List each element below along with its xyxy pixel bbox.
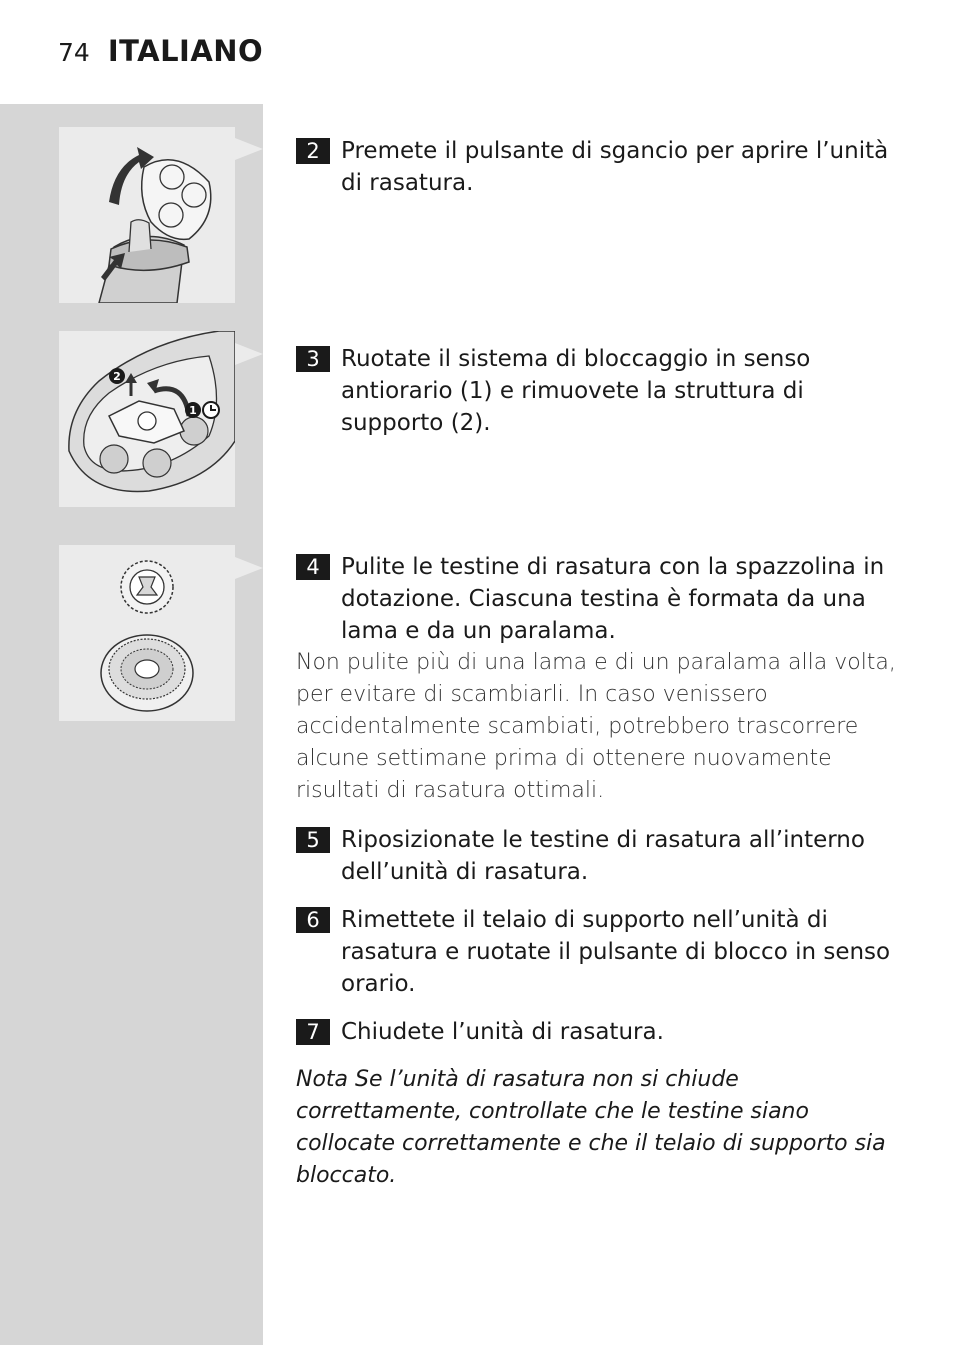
step-number: 4 <box>296 554 330 580</box>
page-number: 74 <box>58 38 90 67</box>
section-title: ITALIANO <box>107 34 264 68</box>
step-5 <box>296 824 906 888</box>
figure-retaining-frame <box>59 331 235 507</box>
figure-pointer <box>235 557 263 579</box>
label-2: 2 <box>113 370 121 383</box>
step-text: Pulite le testine di rasatura con la spazzolina in dotazione. Ciascuna testina è formata da una lama e da un paralama. <box>341 554 885 644</box>
step-text: Premete il pulsante di sgancio per aprire l’unità di rasatura. <box>341 138 889 196</box>
step-4-paragraph: Non pulite più di una lama e di un paralama alla volta, per evitare di scambiarli. In caso venissero accidentalmente scambiati, potrebbero trascorrere alcune settimane prima di ottenere nuovamente risultati di rasatura ottimali. <box>296 650 896 803</box>
step-text: Rimettete il telaio di supporto nell’unità di rasatura e ruotate il pulsante di blocco in senso orario. <box>341 907 891 997</box>
label-1: 1 <box>189 404 197 417</box>
step-number: 2 <box>296 138 330 164</box>
note: Nota Se l’unità di rasatura non si chiude correttamente, controllate che le testine siano collocate correttamente e che il telaio di supporto sia bloccato. <box>296 1067 886 1188</box>
step-number: 7 <box>296 1019 330 1045</box>
figure-cutter-and-guard <box>59 545 235 721</box>
figure-open-shaving-unit <box>59 127 235 303</box>
step-text: Riposizionate le testine di rasatura all’interno dell’unità di rasatura. <box>341 827 865 885</box>
step-number: 6 <box>296 907 330 933</box>
step-2 <box>296 135 906 199</box>
step-number: 3 <box>296 346 330 372</box>
step-7 <box>296 1016 906 1048</box>
step-6 <box>296 904 906 1000</box>
figure-pointer <box>235 138 263 160</box>
step-3 <box>296 343 906 439</box>
figure-pointer <box>235 343 263 365</box>
step-4 <box>296 551 906 647</box>
step-text: Chiudete l’unità di rasatura. <box>341 1019 664 1045</box>
cutter-icon <box>121 561 173 613</box>
step-number: 5 <box>296 827 330 853</box>
guard-icon <box>101 635 193 711</box>
page-header <box>58 34 263 74</box>
step-text: Ruotate il sistema di bloccaggio in senso antiorario (1) e rimuovete la struttura di supporto (2). <box>341 346 811 436</box>
